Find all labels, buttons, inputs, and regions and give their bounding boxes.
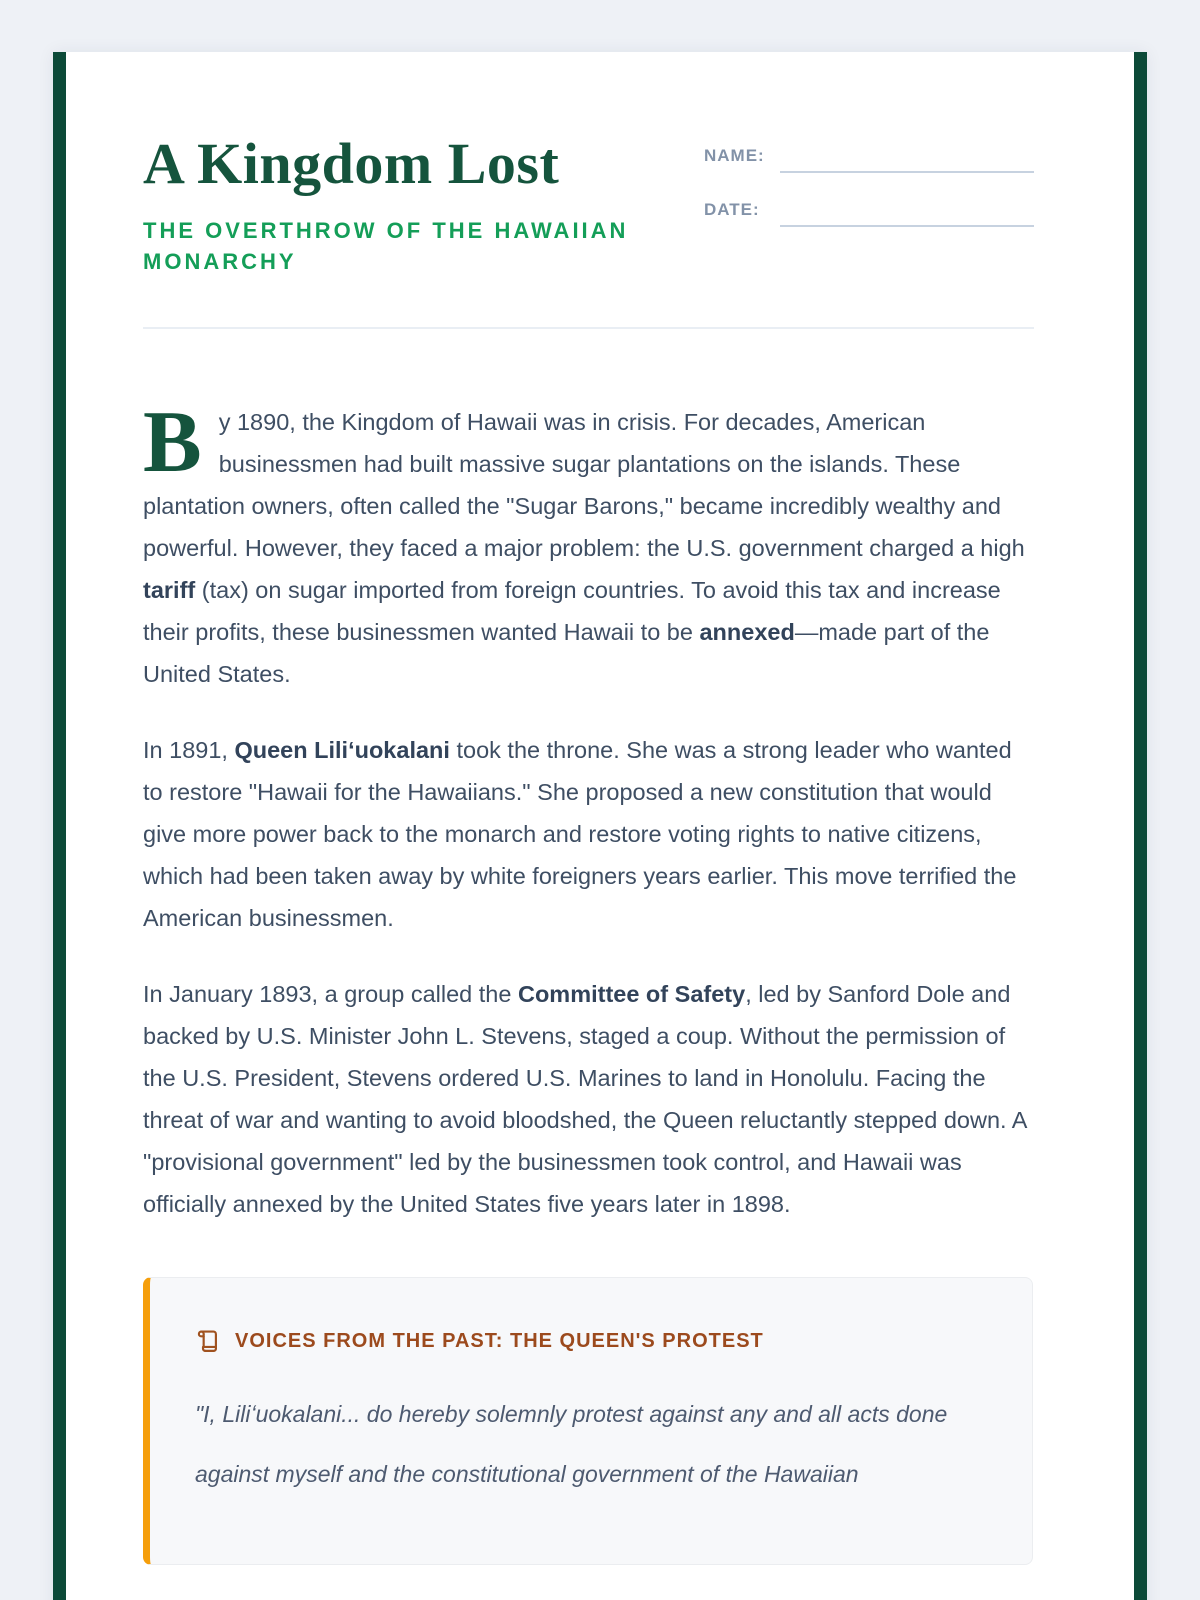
date-field-row [704,197,1034,227]
key-term: tariff [143,577,196,604]
scroll-icon [195,1328,221,1354]
callout-quote: "I, Liliʻuokalani... do hereby solemnly protest against any and all acts done against myself and the constitutional government of the Hawaiian [195,1401,948,1488]
header-divider [143,327,1034,329]
callout-heading [195,1328,987,1354]
name-input[interactable] [780,143,1034,173]
article-body [143,394,1033,1225]
title-block [143,131,688,277]
name-field-row [704,143,1034,173]
paragraph [143,973,1033,1225]
date-input[interactable] [780,197,1034,227]
text-run: (tax) on sugar imported from foreign countries. To avoid this tax and increase their profits, these businessmen wanted Hawaii to be [143,577,1001,646]
page-title: A Kingdom Lost [143,131,560,196]
text-run: took the throne. She was a strong leader who wanted to restore "Hawaii for the Hawaiians." She proposed a new constitution that would give more power back to the monarch and restore voting rights to native citizens, which had been taken away by white foreigners years earlier. This move terrified the American businessmen. [143,737,1017,932]
text-run: , led by Sanford Dole and backed by U.S. Minister John L. Stevens, staged a coup. Without the permission of the U.S. President, Stevens ordered U.S. Marines to land in Honolulu. Facing the threat of war and wanting to avoid bloodshed, the Queen reluctantly stepped down. A "provisional government" led by the businessmen took control, and Hawaii was officially annexed by the United States five years later in 1898. [143,981,1027,1218]
key-term: Committee of Safety [517,981,746,1008]
worksheet-content [66,52,1134,1565]
name-label: NAME: [704,146,765,165]
key-term: Queen Liliʻuokalani [234,737,450,764]
date-label: DATE: [704,200,760,219]
text-run: y 1890, the Kingdom of Hawaii was in crisis. For decades, American businessmen had built massive sugar plantations on the islands. These plantation owners, often called the "Sugar Barons," became incredibly wealthy and powerful. However, they faced a major problem: the U.S. government charged a high [143,409,1025,562]
paragraph [143,729,1033,939]
key-term: annexed [699,619,795,646]
text-run: In January 1893, a group called the [143,981,518,1008]
student-info-block [704,134,1034,251]
paragraph [143,394,1033,695]
text-run: —made part of the United States. [143,619,990,688]
primary-source-callout [143,1277,1033,1565]
callout-heading-text: VOICES FROM THE PAST: THE QUEEN'S PROTEST [235,1329,764,1352]
page-subtitle: THE OVERTHROW OF THE HAWAIIAN MONARCHY [143,217,629,275]
worksheet-header [143,131,1034,277]
text-run: In 1891, [143,737,235,764]
worksheet-card [53,52,1147,1600]
drop-cap: B [143,394,202,492]
